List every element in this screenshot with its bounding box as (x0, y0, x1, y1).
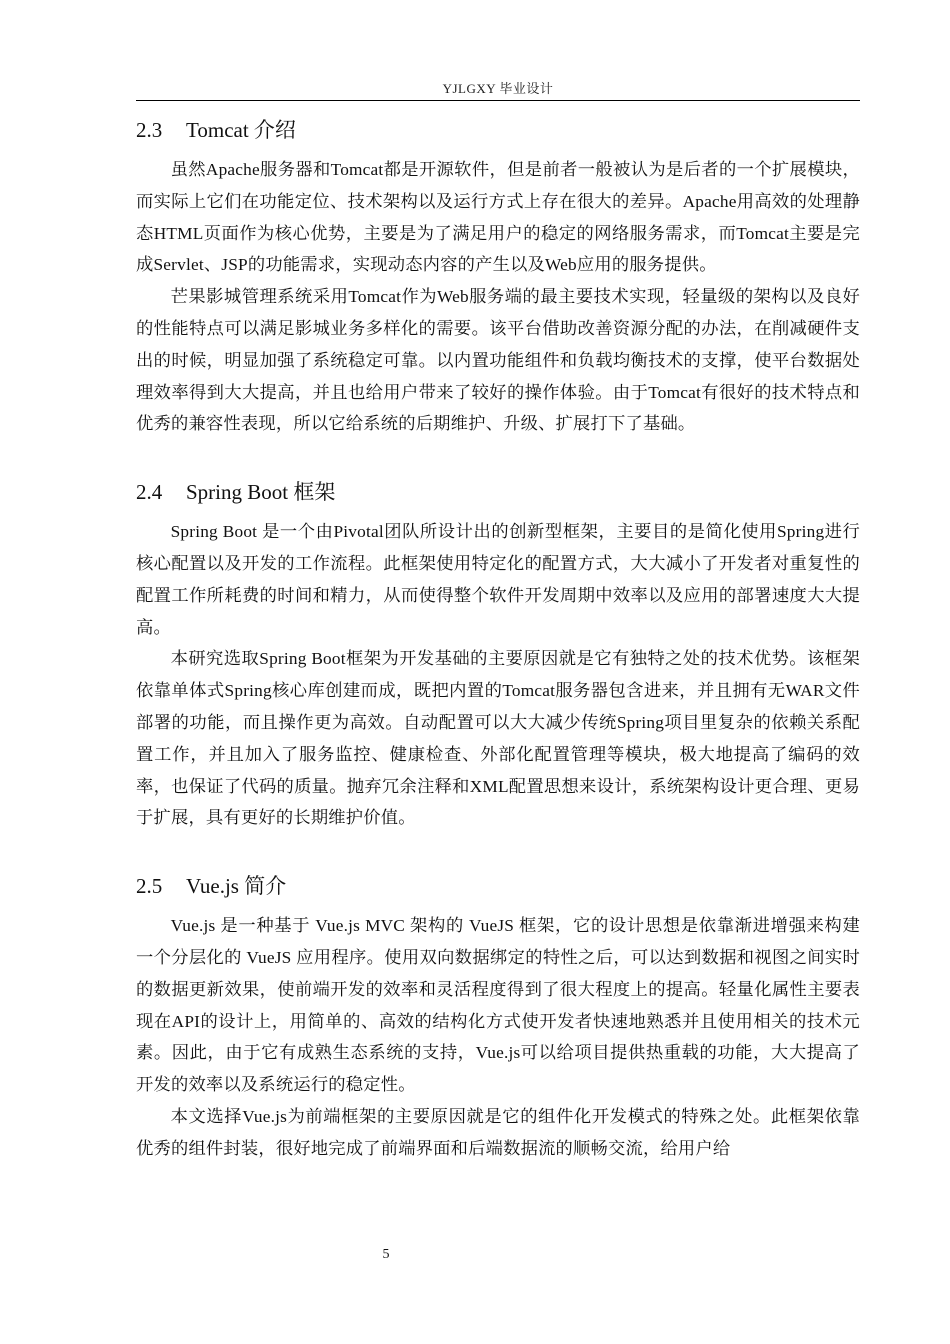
header-divider (136, 100, 860, 101)
section-number: 2.3 (136, 118, 163, 142)
section-title: Spring Boot 框架 (186, 480, 336, 505)
paragraph: 虽然Apache服务器和Tomcat都是开源软件，但是前者一般被认为是后者的一个扩展模块，而实际上它们在功能定位、技术架构以及运行方式上存在很大的差异。Apache用高效的处理静态HTML页面作为核心优势，主要是为了满足用户的稳定的网络服务需求，而Tomcat主要是完成Servlet、JSP的功能需求，实现动态内容的产生以及Web应用的服务提供。 (136, 160, 860, 275)
document-body (136, 114, 860, 1165)
section-number: 2.5 (136, 874, 163, 899)
paragraph: 本研究选取Spring Boot框架为开发基础的主要原因就是它有独特之处的技术优势。该框架依靠单体式Spring核心库创建而成，既把内置的Tomcat服务器包含进来，并且拥有无WAR文件部署的功能，而且操作更为高效。自动配置可以大大减少传统Spring项目里复杂的依赖关系配置工作，并且加入了服务监控、健康检查、外部化配置管理等模块，极大地提高了编码的效率，也保证了代码的质量。抛弃冗余注释和XML配置思想来设计，系统架构设计更合理、更易于扩展，具有更好的长期维护价值。 (136, 649, 860, 828)
section-spring-boot (136, 476, 860, 834)
page-header: YJLGXY 毕业设计 (442, 81, 554, 96)
section-title: Tomcat 介绍 (186, 118, 296, 142)
section-heading (136, 476, 860, 508)
paragraph: Spring Boot 是一个由Pivotal团队所设计出的创新型框架，主要目的是简化使用Spring进行核心配置以及开发的工作流程。此框架使用特定化的配置方式，大大减小了开发者对重复性的配置工作所耗费的时间和精力，从而使得整个软件开发周期中效率以及应用的部署速度大大提高。 (136, 522, 860, 637)
paragraph: Vue.js 是一种基于 Vue.js MVC 架构的 VueJS 框架，它的设计思想是依靠渐进增强来构建一个分层化的 VueJS 应用程序。使用双向数据绑定的特性之后，可以达到数据和视图之间实时的数据更新效果，使前端开发的效率和灵活程度得到了很大程度上的提高。轻量化属性主要表现在API的设计上，用简单的、高效的结构化方式使开发者快速地熟悉并且使用相关的技术元素。因此，由于它有成熟生态系统的支持，Vue.js可以给项目提供热重载的功能，大大提高了开发的效率以及系统运行的稳定性。 (136, 916, 860, 1095)
paragraph: 芒果影城管理系统采用Tomcat作为Web服务端的最主要技术实现，轻量级的架构以及良好的性能特点可以满足影城业务多样化的需要。该平台借助改善资源分配的办法，在削减硬件支出的时候，明显加强了系统稳定可靠。以内置功能组件和负载均衡技术的支撑，使平台数据处理效率得到大大提高，并且也给用户带来了较好的操作体验。由于Tomcat有很好的技术特点和优秀的兼容性表现，所以它给系统的后期维护、升级、扩展打下了基础。 (136, 287, 860, 434)
section-vuejs (136, 870, 860, 1164)
paragraph: 本文选择Vue.js为前端框架的主要原因就是它的组件化开发模式的特殊之处。此框架依靠优秀的组件封装，很好地完成了前端界面和后端数据流的顺畅交流，给用户给 (136, 1106, 860, 1158)
section-title: Vue.js 简介 (186, 874, 287, 899)
page-number: 5 (382, 1247, 390, 1262)
section-number: 2.4 (136, 480, 163, 505)
section-heading (136, 870, 860, 902)
section-heading (136, 114, 860, 146)
section-tomcat (136, 114, 860, 440)
